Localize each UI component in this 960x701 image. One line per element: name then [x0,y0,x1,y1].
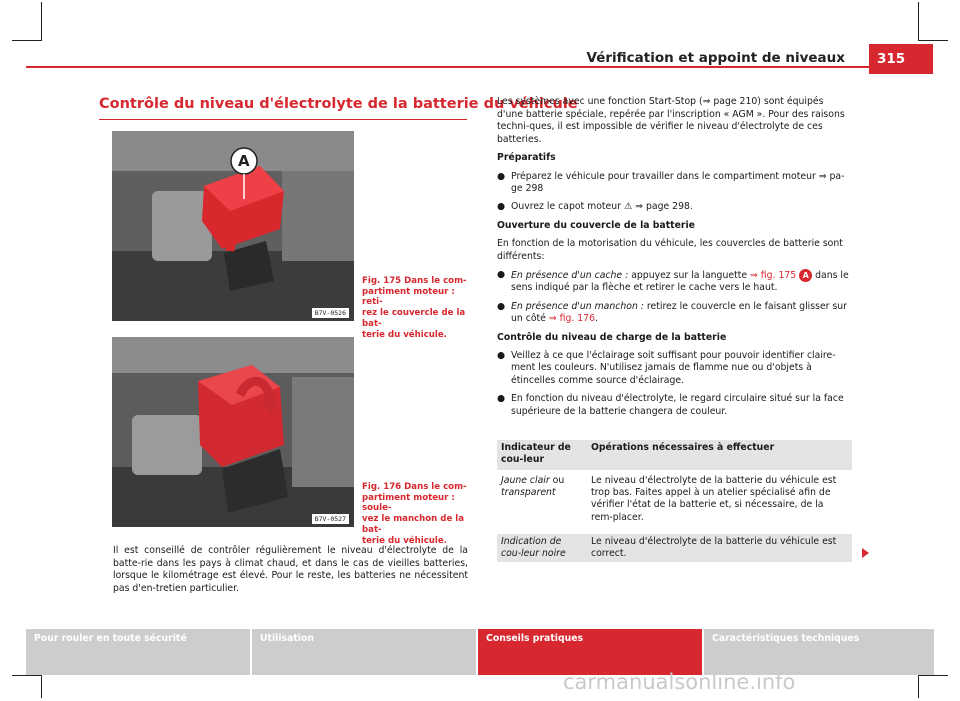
table-cell: Indication de cou-leur noire [501,536,566,560]
crop-mark [41,676,42,698]
intro-paragraph: Il est conseillé de contrôler régulièrement le niveau d'électrolyte de la batte-rie dans les pays à climat chaud, et dans le cas de vieilles batteries, lorsque le kilométrage est élevé. Pour le reste, les batteries ne nécessitent pas d'en-tretien particulier. [113,545,468,595]
nav-tab-conseils[interactable]: Conseils pratiques [478,629,704,675]
continue-arrow-icon [862,548,869,558]
caption-line: rez le couvercle de la bat- [362,308,466,329]
controle-heading: Contrôle du niveau de charge de la batterie [497,331,727,343]
table-header-cell: Indicateur de cou-leur [501,442,571,466]
right-column [497,96,852,424]
header-rule [26,66,869,68]
crop-mark [12,675,42,676]
crop-mark [918,675,948,676]
watermark: carmanualsonline.info [563,670,796,694]
caption-line: terie du véhicule. [362,535,447,546]
table-header [497,440,852,470]
table-cell: Le niveau d'électrolyte de la batterie du véhicule est correct. [591,536,837,560]
table-row [497,534,852,562]
warning-icon: ⚠ [623,201,633,213]
figure-176-caption [362,482,472,546]
figure-175-photo [112,131,354,321]
figure-175-caption [362,276,472,340]
caption-line: Fig. 176 Dans le com- [362,482,467,492]
section-title: Contrôle du niveau d'électrolyte de la batterie du véhicule [99,96,578,112]
figure-176-photo [112,337,354,527]
fig-176-link[interactable]: ⇒ fig. 176 [548,313,596,325]
preparatifs-heading: Préparatifs [497,152,556,164]
nav-tab-securite[interactable]: Pour rouler en toute sécurité [26,629,252,675]
table-cell: Jaune clair ou transparent [501,475,565,499]
crop-mark [918,2,919,40]
caption-line: partiment moteur : reti- [362,286,455,308]
crop-mark [41,2,42,40]
table-header-cell: Opérations nécessaires à effectuer [591,442,775,453]
crop-mark [12,40,42,41]
list-item: ● Ouvrez le capot moteur ⚠ ⇒ page 298. [497,201,693,213]
list-item: ● En présence d'un manchon : retirez le couvercle en le faisant glisser sur un côté ⇒ fig. 176. [497,300,847,325]
page-number: 315 [869,44,933,74]
ouverture-intro: En fonction de la motorisation du véhicule, les couvercles de batterie sont différents: [497,237,843,262]
crop-mark [918,40,948,41]
table-row [497,473,852,531]
color-indicator-table [497,440,852,562]
figure-code: B7V-0526 [312,308,349,318]
start-stop-paragraph: Les systèmes avec une fonction Start-Stop (⇒ page 210) sont équipés d'une batterie spéciale, repérée par l'inscription « AGM ». Pour des raisons techni-ques, il est impossible de vérifier le niveau d'électrolyte de ces batteries. [497,96,845,146]
nav-tab-utilisation[interactable]: Utilisation [252,629,478,675]
nav-tab-caracteristiques[interactable]: Caractéristiques techniques [712,633,860,644]
engine-bay-illustration [112,337,354,527]
caption-line: partiment moteur : soule- [362,492,455,514]
caption-line: vez le manchon de la bat- [362,514,465,535]
table-cell: Le niveau d'électrolyte de la batterie du véhicule est trop bas. Faites appel à un atelier spécialisé afin de vérifier l'état de la batterie et, si nécessaire, de la rem-placer. [591,475,837,523]
caption-line: Fig. 175 Dans le com- [362,276,467,286]
engine-bay-illustration [112,131,354,321]
figure-code: B7V-0527 [312,514,349,524]
list-item: ● En présence d'un cache : appuyez sur la languette ⇒ fig. 175 A dans le sens indiqué par la flèche et retirer le cache vers le haut. [497,268,849,294]
crop-mark [918,676,919,698]
ouverture-heading: Ouverture du couvercle de la batterie [497,219,695,231]
figure-callout-a: A [238,152,250,170]
section-rule [99,119,467,120]
list-item: ● En fonction du niveau d'électrolyte, le regard circulaire situé sur la face supérieure de la batterie changera de couleur. [497,393,844,418]
fig-175-link[interactable]: ⇒ fig. 175 [750,269,797,281]
caption-line: terie du véhicule. [362,329,447,340]
callout-a-badge: A [799,269,812,282]
list-item: ● Veillez à ce que l'éclairage soit suffisant pour pouvoir identifier claire-ment les couleurs. N'utilisez jamais de flamme nue ou d'objets à étincelles comme source d'éclairage. [497,349,836,387]
chapter-nav [26,629,934,675]
chapter-title: Vérification et appoint de niveaux [586,50,845,66]
list-item: ● Préparez le véhicule pour travailler dans le compartiment moteur ⇒ pa-ge 298 [497,170,845,195]
